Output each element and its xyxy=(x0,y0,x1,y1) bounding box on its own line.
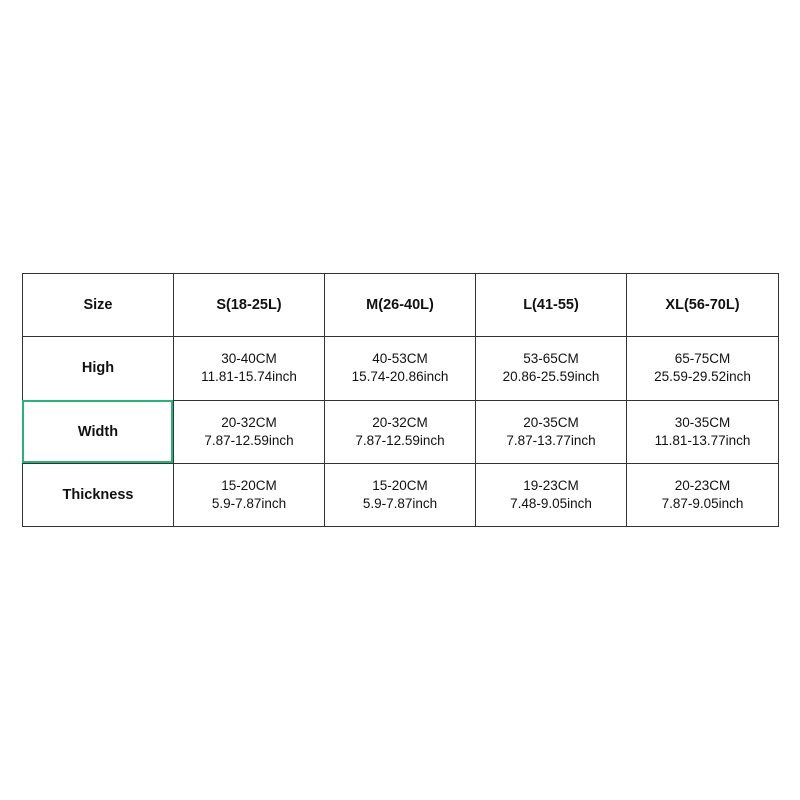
cell-inch: 11.81-13.77inch xyxy=(654,432,751,448)
row-label-thickness: Thickness xyxy=(23,463,174,526)
header-size: Size xyxy=(23,274,174,337)
size-chart-table xyxy=(22,273,779,527)
cell-cm: 20-32CM xyxy=(372,414,428,430)
cell-cm: 30-40CM xyxy=(221,351,277,367)
cell-cm: 15-20CM xyxy=(221,477,277,493)
cell-cm: 30-35CM xyxy=(674,414,731,430)
header-m: M(26-40L) xyxy=(325,274,476,337)
table-cell xyxy=(174,337,325,400)
header-xl: XL(56-70L) xyxy=(627,274,779,337)
cell-inch: 7.87-12.59inch xyxy=(204,432,294,448)
table-cell xyxy=(476,463,627,526)
header-l: L(41-55) xyxy=(476,274,627,337)
cell-cm: 20-23CM xyxy=(674,477,731,493)
table-cell xyxy=(476,400,627,463)
cell-inch: 7.48-9.05inch xyxy=(510,495,592,511)
cell-inch: 7.87-12.59inch xyxy=(355,432,445,448)
cell-cm: 20-35CM xyxy=(523,414,579,430)
table-cell xyxy=(174,463,325,526)
table-cell xyxy=(325,337,476,400)
cell-inch: 11.81-15.74inch xyxy=(201,369,297,385)
cell-inch: 20.86-25.59inch xyxy=(502,369,600,385)
cell-cm: 19-23CM xyxy=(523,477,579,493)
cell-cm: 20-32CM xyxy=(221,414,277,430)
cell-cm: 65-75CM xyxy=(674,351,731,367)
header-row xyxy=(23,274,779,337)
row-label-width: Width xyxy=(23,400,174,463)
table-cell xyxy=(325,463,476,526)
table-cell xyxy=(325,400,476,463)
cell-inch: 5.9-7.87inch xyxy=(211,495,287,511)
cell-cm: 53-65CM xyxy=(523,351,579,367)
table-cell xyxy=(627,337,779,400)
cell-inch: 25.59-29.52inch xyxy=(654,369,751,385)
cell-inch: 5.9-7.87inch xyxy=(362,495,438,511)
cell-inch: 7.87-9.05inch xyxy=(661,495,744,511)
table-cell xyxy=(476,337,627,400)
row-label-high: High xyxy=(23,337,174,400)
cell-cm: 40-53CM xyxy=(372,351,428,367)
header-s: S(18-25L) xyxy=(174,274,325,337)
cell-cm: 15-20CM xyxy=(372,477,428,493)
table-row-thickness xyxy=(23,463,779,526)
table-row-width xyxy=(23,400,779,463)
table-cell xyxy=(174,400,325,463)
cell-inch: 15.74-20.86inch xyxy=(351,369,449,385)
table-row-high xyxy=(23,337,779,400)
table-cell xyxy=(627,400,779,463)
table-cell xyxy=(627,463,779,526)
cell-inch: 7.87-13.77inch xyxy=(506,432,596,448)
